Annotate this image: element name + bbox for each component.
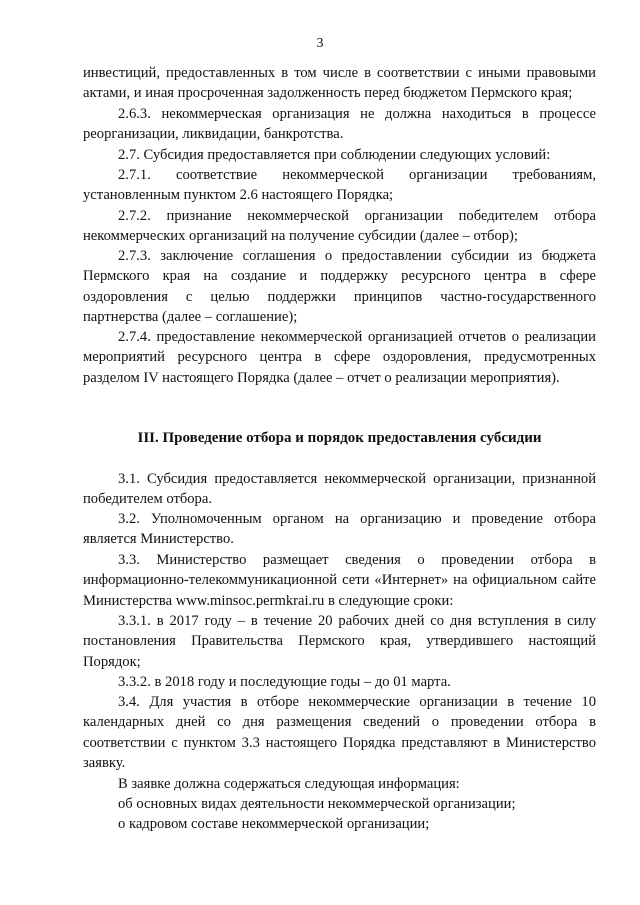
paragraph-3-3-2: 3.3.2. в 2018 году и последующие годы – до 01 марта.: [118, 674, 451, 690]
paragraph-2-7-1: 2.7.1. соответствие некоммерческой организации требованиям, установленным пунктом 2.6 настоящего Порядка;: [83, 167, 596, 204]
paragraph-2-7-2: 2.7.2. признание некоммерческой организации победителем отбора некоммерческих организаций на получение субсидии (далее – отбор);: [83, 208, 596, 245]
section-3-heading: III. Проведение отбора и порядок предоставления субсидии: [137, 430, 542, 446]
paragraph-activities: об основных видах деятельности некоммерческой организации;: [118, 796, 516, 812]
paragraph-2-7: 2.7. Субсидия предоставляется при соблюдении следующих условий:: [118, 147, 551, 163]
paragraph-2-7-4: 2.7.4. предоставление некоммерческой организацией отчетов о реализации мероприятий ресурсного центра в сфере оздоровления, предусмотренных разделом IV настоящего Порядка (далее – отчет о реализации мероприятия).: [83, 329, 596, 386]
paragraph-investments-tail: инвестиций, предоставленных в том числе в соответствии с иными правовыми актами, и иная просроченная задолженность перед бюджетом Пермского края;: [83, 65, 596, 102]
paragraph-application-content: В заявке должна содержаться следующая информация:: [118, 776, 460, 792]
paragraph-staff: о кадровом составе некоммерческой организации;: [118, 816, 430, 832]
paragraph-2-6-3: 2.6.3. некоммерческая организация не должна находиться в процессе реорганизации, ликвидации, банкротства.: [83, 106, 596, 143]
paragraph-2-7-3: 2.7.3. заключение соглашения о предоставлении субсидии из бюджета Пермского края на создание и поддержку ресурсного центра в сфере оздоровления с целью поддержки принципов частно-государственного партнерства (далее – соглашение);: [83, 248, 596, 325]
paragraph-3-2: 3.2. Уполномоченным органом на организацию и проведение отбора является Министерство.: [83, 511, 596, 548]
paragraph-3-3: 3.3. Министерство размещает сведения о проведении отбора в информационно-телекоммуникационной сети «Интернет» на официальном сайте Министерства www.minsoc.permkrai.ru в следующие сроки:: [83, 552, 596, 609]
paragraph-3-1: 3.1. Субсидия предоставляется некоммерческой организации, признанной победителем отбора.: [83, 471, 596, 508]
page-number: 3: [316, 36, 324, 51]
paragraph-3-4: 3.4. Для участия в отборе некоммерческие организации в течение 10 календарных дней со дня размещения сведений о проведении отбора в соответствии с пунктом 3.3 настоящего Порядка представляют в Министерство заявку.: [83, 694, 596, 771]
paragraph-3-3-1: 3.3.1. в 2017 году – в течение 20 рабочих дней со дня вступления в силу постановления Правительства Пермского края, утвердившего настоящий Порядок;: [83, 613, 596, 670]
